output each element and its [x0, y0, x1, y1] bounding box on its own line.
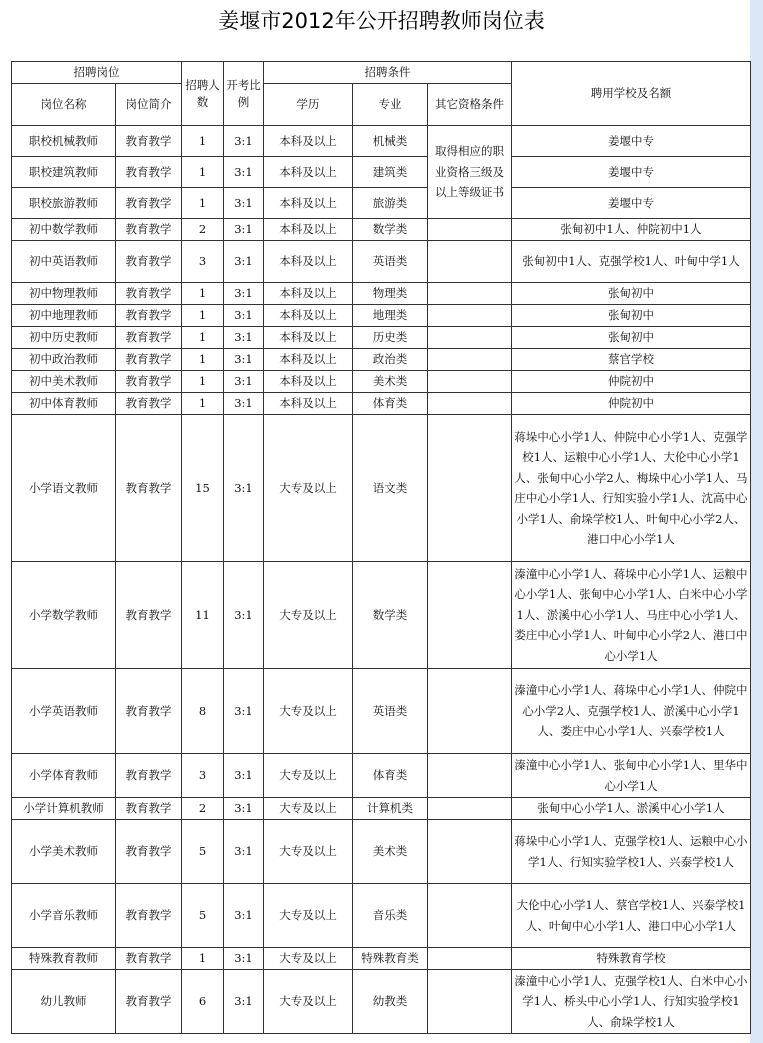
- count-cell: 11: [182, 562, 224, 669]
- major-cell: 英语类: [353, 669, 428, 754]
- table-row: [12, 393, 751, 415]
- post-name-cell: 初中地理教师: [12, 305, 116, 327]
- major-cell: 物理类: [353, 283, 428, 305]
- post-name-cell: 小学英语教师: [12, 669, 116, 754]
- table-row: [12, 669, 751, 754]
- schools-cell: 张甸初中1人、克强学校1人、叶甸中学1人: [512, 241, 751, 283]
- post-desc-cell: 教育教学: [116, 305, 182, 327]
- schools-cell: 蒋垛中心小学1人、克强学校1人、运粮中心小学1人、行知实验学校1人、兴泰学校1人: [512, 820, 751, 884]
- post-name-cell: 职校旅游教师: [12, 188, 116, 219]
- table-row: [12, 754, 751, 798]
- ratio-cell: 3:1: [224, 754, 264, 798]
- table-row: [12, 970, 751, 1034]
- post-name-cell: 小学数学教师: [12, 562, 116, 669]
- education-cell: 大专及以上: [264, 415, 353, 562]
- ratio-cell: 3:1: [224, 327, 264, 349]
- education-cell: 大专及以上: [264, 798, 353, 820]
- table-row: [12, 884, 751, 948]
- table-row: [12, 798, 751, 820]
- post-name-cell: 初中政治教师: [12, 349, 116, 371]
- post-name-cell: 初中体育教师: [12, 393, 116, 415]
- schools-cell: 溱潼中心小学1人、张甸中心小学1人、里华中心小学1人: [512, 754, 751, 798]
- post-name-cell: 小学计算机教师: [12, 798, 116, 820]
- post-desc-cell: 教育教学: [116, 415, 182, 562]
- count-cell: 1: [182, 948, 224, 970]
- education-cell: 本科及以上: [264, 188, 353, 219]
- post-name-cell: 初中历史教师: [12, 327, 116, 349]
- page-edge-strip: [750, 0, 763, 1043]
- count-cell: 1: [182, 126, 224, 157]
- post-desc-cell: 教育教学: [116, 126, 182, 157]
- post-desc-cell: 教育教学: [116, 241, 182, 283]
- ratio-cell: 3:1: [224, 371, 264, 393]
- post-desc-cell: 教育教学: [116, 188, 182, 219]
- education-cell: 本科及以上: [264, 305, 353, 327]
- count-cell: 2: [182, 798, 224, 820]
- post-name-cell: 小学美术教师: [12, 820, 116, 884]
- table-row: [12, 349, 751, 371]
- count-cell: 6: [182, 970, 224, 1034]
- ratio-cell: 3:1: [224, 219, 264, 241]
- major-cell: 语文类: [353, 415, 428, 562]
- header-ratio: 开考比例: [224, 62, 264, 126]
- count-cell: 1: [182, 327, 224, 349]
- schools-cell: 蔡官学校: [512, 349, 751, 371]
- education-cell: 本科及以上: [264, 126, 353, 157]
- post-name-cell: 小学体育教师: [12, 754, 116, 798]
- other-qualification-cell: [428, 820, 512, 884]
- count-cell: 5: [182, 884, 224, 948]
- major-cell: 机械类: [353, 126, 428, 157]
- ratio-cell: 3:1: [224, 126, 264, 157]
- ratio-cell: 3:1: [224, 669, 264, 754]
- education-cell: 本科及以上: [264, 157, 353, 188]
- post-desc-cell: 教育教学: [116, 970, 182, 1034]
- table-row: [12, 371, 751, 393]
- post-desc-cell: 教育教学: [116, 754, 182, 798]
- post-name-cell: 职校机械教师: [12, 126, 116, 157]
- schools-cell: 仲院初中: [512, 371, 751, 393]
- page-title: 姜堰市2012年公开招聘教师岗位表: [218, 9, 545, 33]
- schools-cell: 姜堰中专: [512, 188, 751, 219]
- education-cell: 大专及以上: [264, 669, 353, 754]
- other-qualification-cell: [428, 241, 512, 283]
- post-desc-cell: 教育教学: [116, 669, 182, 754]
- count-cell: 1: [182, 188, 224, 219]
- ratio-cell: 3:1: [224, 283, 264, 305]
- other-qualification-cell: [428, 219, 512, 241]
- count-cell: 2: [182, 219, 224, 241]
- education-cell: 本科及以上: [264, 219, 353, 241]
- schools-cell: 仲院初中: [512, 393, 751, 415]
- ratio-cell: 3:1: [224, 305, 264, 327]
- other-qualification-cell: [428, 562, 512, 669]
- count-cell: 1: [182, 157, 224, 188]
- education-cell: 大专及以上: [264, 970, 353, 1034]
- table-row: [12, 241, 751, 283]
- other-qualification-cell: [428, 393, 512, 415]
- header-schools: 聘用学校及名额: [512, 62, 751, 126]
- count-cell: 1: [182, 305, 224, 327]
- ratio-cell: 3:1: [224, 188, 264, 219]
- header-post-name: 岗位名称: [12, 84, 116, 126]
- header-major: 专业: [353, 84, 428, 126]
- post-desc-cell: 教育教学: [116, 219, 182, 241]
- major-cell: 幼教类: [353, 970, 428, 1034]
- other-qualification-cell: [428, 371, 512, 393]
- post-desc-cell: 教育教学: [116, 948, 182, 970]
- other-qualification-cell: [428, 305, 512, 327]
- schools-cell: 姜堰中专: [512, 126, 751, 157]
- other-qualification-cell: [428, 415, 512, 562]
- ratio-cell: 3:1: [224, 157, 264, 188]
- post-desc-cell: 教育教学: [116, 349, 182, 371]
- post-desc-cell: 教育教学: [116, 562, 182, 669]
- major-cell: 特殊教育类: [353, 948, 428, 970]
- count-cell: 1: [182, 349, 224, 371]
- schools-cell: 特殊教育学校: [512, 948, 751, 970]
- schools-cell: 蒋垛中心小学1人、仲院中心小学1人、克强学校1人、运粮中心小学1人、大伦中心小学1人、张甸中心小学2人、梅垛中心小学1人、马庄中心小学1人、行知实验小学1人、沈高中心小学1人、俞垛学校1人、叶甸中心小学2人、港口中心小学1人: [512, 415, 751, 562]
- header-post-group: 招聘岗位: [12, 62, 182, 84]
- header-count: 招聘人数: [182, 62, 224, 126]
- major-cell: 英语类: [353, 241, 428, 283]
- post-desc-cell: 教育教学: [116, 884, 182, 948]
- education-cell: 本科及以上: [264, 371, 353, 393]
- major-cell: 体育类: [353, 754, 428, 798]
- schools-cell: 溱潼中心小学1人、克强学校1人、白米中心小学1人、桥头中心小学1人、行知实验学校1人、俞垛学校1人: [512, 970, 751, 1034]
- post-name-cell: 职校建筑教师: [12, 157, 116, 188]
- post-name-cell: 小学语文教师: [12, 415, 116, 562]
- education-cell: 本科及以上: [264, 349, 353, 371]
- education-cell: 大专及以上: [264, 562, 353, 669]
- other-qualification-cell: [428, 798, 512, 820]
- recruitment-table: [11, 61, 751, 1034]
- schools-cell: 张甸初中: [512, 305, 751, 327]
- ratio-cell: 3:1: [224, 820, 264, 884]
- major-cell: 数学类: [353, 562, 428, 669]
- ratio-cell: 3:1: [224, 241, 264, 283]
- other-qualification-cell: [428, 669, 512, 754]
- post-name-cell: 初中美术教师: [12, 371, 116, 393]
- schools-cell: 张甸初中1人、仲院初中1人: [512, 219, 751, 241]
- major-cell: 数学类: [353, 219, 428, 241]
- major-cell: 地理类: [353, 305, 428, 327]
- schools-cell: 张甸初中: [512, 283, 751, 305]
- table-row: [12, 126, 751, 157]
- education-cell: 本科及以上: [264, 241, 353, 283]
- header-conditions-group: 招聘条件: [264, 62, 512, 84]
- count-cell: 5: [182, 820, 224, 884]
- education-cell: 大专及以上: [264, 884, 353, 948]
- table-row: [12, 327, 751, 349]
- ratio-cell: 3:1: [224, 562, 264, 669]
- count-cell: 1: [182, 283, 224, 305]
- other-qualification-cell: 取得相应的职业资格三级及以上等级证书: [428, 126, 512, 219]
- post-name-cell: 初中物理教师: [12, 283, 116, 305]
- table-row: [12, 415, 751, 562]
- table-row: [12, 562, 751, 669]
- post-name-cell: 初中英语教师: [12, 241, 116, 283]
- count-cell: 3: [182, 241, 224, 283]
- major-cell: 美术类: [353, 371, 428, 393]
- major-cell: 美术类: [353, 820, 428, 884]
- ratio-cell: 3:1: [224, 393, 264, 415]
- post-desc-cell: 教育教学: [116, 798, 182, 820]
- post-desc-cell: 教育教学: [116, 393, 182, 415]
- other-qualification-cell: [428, 327, 512, 349]
- header-post-desc: 岗位简介: [116, 84, 182, 126]
- header-other-qualification: 其它资格条件: [428, 84, 512, 126]
- table-row: [12, 157, 751, 188]
- post-name-cell: 特殊教育教师: [12, 948, 116, 970]
- post-name-cell: 初中数学教师: [12, 219, 116, 241]
- count-cell: 1: [182, 371, 224, 393]
- count-cell: 3: [182, 754, 224, 798]
- table-body: [12, 126, 751, 1034]
- other-qualification-cell: [428, 349, 512, 371]
- header-education: 学历: [264, 84, 353, 126]
- education-cell: 本科及以上: [264, 327, 353, 349]
- ratio-cell: 3:1: [224, 948, 264, 970]
- major-cell: 历史类: [353, 327, 428, 349]
- ratio-cell: 3:1: [224, 415, 264, 562]
- table-row: [12, 820, 751, 884]
- post-name-cell: 幼儿教师: [12, 970, 116, 1034]
- ratio-cell: 3:1: [224, 970, 264, 1034]
- post-desc-cell: 教育教学: [116, 327, 182, 349]
- count-cell: 15: [182, 415, 224, 562]
- post-desc-cell: 教育教学: [116, 820, 182, 884]
- table-row: [12, 305, 751, 327]
- count-cell: 8: [182, 669, 224, 754]
- other-qualification-cell: [428, 884, 512, 948]
- education-cell: 本科及以上: [264, 393, 353, 415]
- table-row: [12, 188, 751, 219]
- other-qualification-cell: [428, 948, 512, 970]
- education-cell: 大专及以上: [264, 948, 353, 970]
- post-desc-cell: 教育教学: [116, 371, 182, 393]
- education-cell: 大专及以上: [264, 754, 353, 798]
- other-qualification-cell: [428, 754, 512, 798]
- other-qualification-cell: [428, 970, 512, 1034]
- post-desc-cell: 教育教学: [116, 283, 182, 305]
- schools-cell: 溱潼中心小学1人、蒋垛中心小学1人、仲院中心小学2人、克强学校1人、淤溪中心小学1人、娄庄中心小学1人、兴泰学校1人: [512, 669, 751, 754]
- major-cell: 建筑类: [353, 157, 428, 188]
- major-cell: 音乐类: [353, 884, 428, 948]
- major-cell: 旅游类: [353, 188, 428, 219]
- other-qualification-cell: [428, 283, 512, 305]
- ratio-cell: 3:1: [224, 798, 264, 820]
- table-row: [12, 219, 751, 241]
- schools-cell: 张甸中心小学1人、淤溪中心小学1人: [512, 798, 751, 820]
- ratio-cell: 3:1: [224, 349, 264, 371]
- major-cell: 政治类: [353, 349, 428, 371]
- schools-cell: 溱潼中心小学1人、蒋垛中心小学1人、运粮中心小学1人、张甸中心小学1人、白米中心小学1人、淤溪中心小学1人、马庄中心小学1人、娄庄中心小学1人、叶甸中心小学2人、港口中心小学1人: [512, 562, 751, 669]
- post-name-cell: 小学音乐教师: [12, 884, 116, 948]
- major-cell: 计算机类: [353, 798, 428, 820]
- table-row: [12, 948, 751, 970]
- education-cell: 大专及以上: [264, 820, 353, 884]
- ratio-cell: 3:1: [224, 884, 264, 948]
- count-cell: 1: [182, 393, 224, 415]
- schools-cell: 姜堰中专: [512, 157, 751, 188]
- education-cell: 本科及以上: [264, 283, 353, 305]
- post-desc-cell: 教育教学: [116, 157, 182, 188]
- schools-cell: 大伦中心小学1人、蔡官学校1人、兴泰学校1人、叶甸中心小学1人、港口中心小学1人: [512, 884, 751, 948]
- major-cell: 体育类: [353, 393, 428, 415]
- schools-cell: 张甸初中: [512, 327, 751, 349]
- table-row: [12, 283, 751, 305]
